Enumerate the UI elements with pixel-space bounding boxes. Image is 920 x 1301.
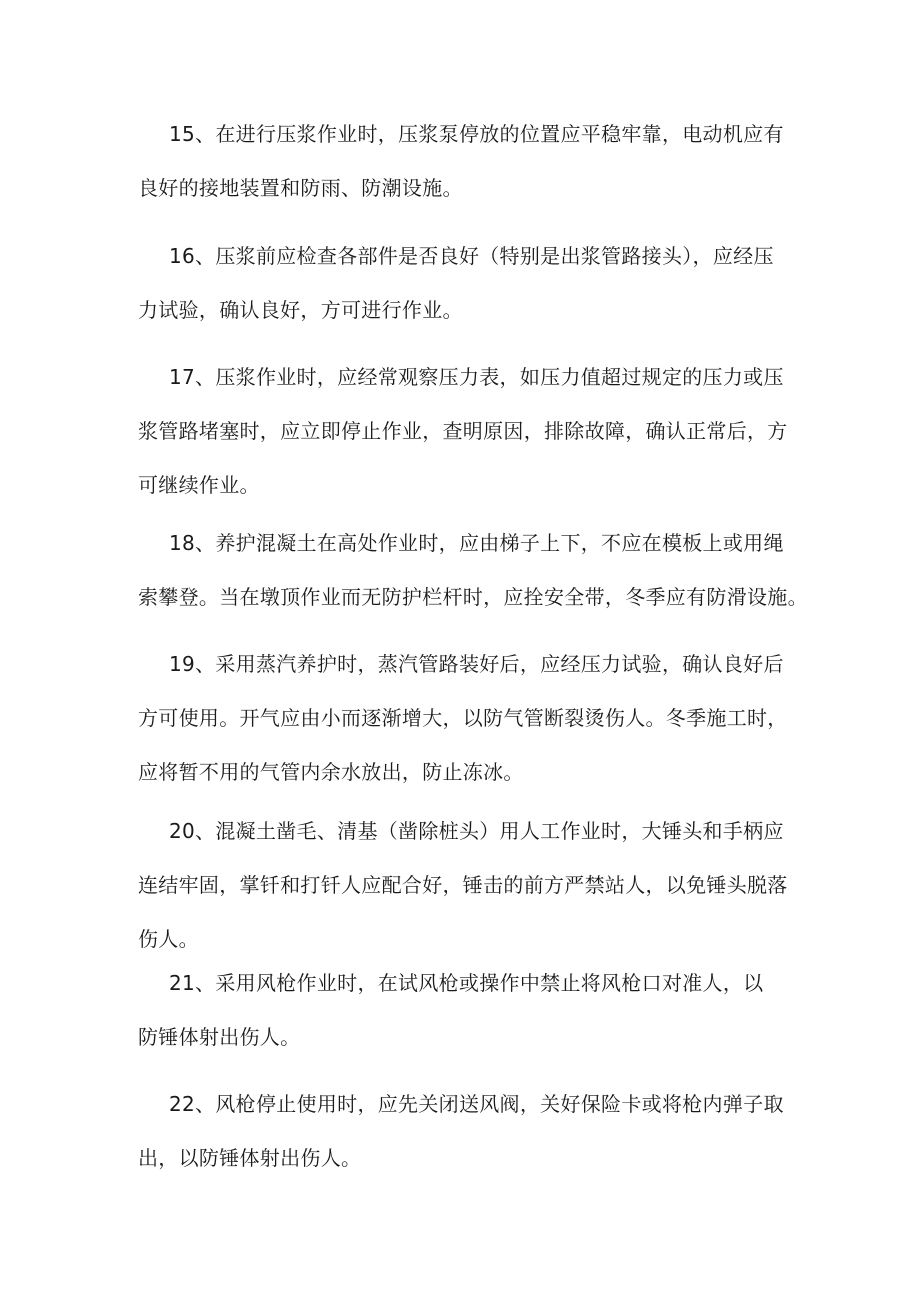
paragraph-22 bbox=[138, 1089, 798, 1197]
paragraph-line: 17、压浆作业时，应经常观察压力表，如压力值超过规定的压力或压 bbox=[169, 365, 784, 389]
paragraph-18 bbox=[138, 528, 808, 636]
paragraph-line: 方可使用。开气应由小而逐渐增大，以防气管断裂烫伤人。冬季施工时， bbox=[138, 706, 788, 730]
paragraph-line: 浆管路堵塞时，应立即停止作业，查明原因，排除故障，确认正常后，方 bbox=[138, 419, 788, 443]
paragraph-line: 18、养护混凝土在高处作业时，应由梯子上下，不应在模板上或用绳 bbox=[169, 531, 784, 555]
paragraph-line: 出，以防锤体射出伤人。 bbox=[138, 1146, 362, 1170]
paragraph-15 bbox=[138, 119, 798, 227]
paragraph-line: 连结牢固，掌钎和打钎人应配合好，锤击的前方严禁站人，以免锤头脱落 bbox=[138, 873, 788, 897]
paragraph-16 bbox=[138, 241, 798, 349]
paragraph-line: 索攀登。当在墩顶作业而无防护栏杆时，应拴安全带，冬季应有防滑设施。 bbox=[138, 585, 808, 609]
paragraph-line: 16、压浆前应检查各部件是否良好（特别是出浆管路接头），应经压 bbox=[169, 244, 774, 268]
paragraph-line: 伤人。 bbox=[138, 927, 199, 951]
paragraph-line: 21、采用风枪作业时，在试风枪或操作中禁止将风枪口对准人，以 bbox=[169, 971, 764, 995]
paragraph-line: 22、风枪停止使用时，应先关闭送风阀，关好保险卡或将枪内弹子取 bbox=[169, 1092, 784, 1116]
paragraph-line: 19、采用蒸汽养护时，蒸汽管路装好后，应经压力试验，确认良好后 bbox=[169, 652, 784, 676]
paragraph-20 bbox=[138, 816, 798, 978]
paragraph-line: 良好的接地装置和防雨、防潮设施。 bbox=[138, 176, 463, 200]
paragraph-19 bbox=[138, 649, 798, 811]
paragraph-line: 15、在进行压浆作业时，压浆泵停放的位置应平稳牢靠，电动机应有 bbox=[169, 122, 784, 146]
paragraph-line: 20、混凝土凿毛、清基（凿除桩头）用人工作业时，大锤头和手柄应 bbox=[169, 819, 784, 843]
paragraph-line: 应将暂不用的气管内余水放出，防止冻冰。 bbox=[138, 760, 524, 784]
paragraph-17 bbox=[138, 362, 798, 524]
paragraph-line: 防锤体射出伤人。 bbox=[138, 1025, 301, 1049]
paragraph-line: 力试验，确认良好，方可进行作业。 bbox=[138, 298, 463, 322]
paragraph-line: 可继续作业。 bbox=[138, 473, 260, 497]
paragraph-21 bbox=[138, 968, 798, 1076]
